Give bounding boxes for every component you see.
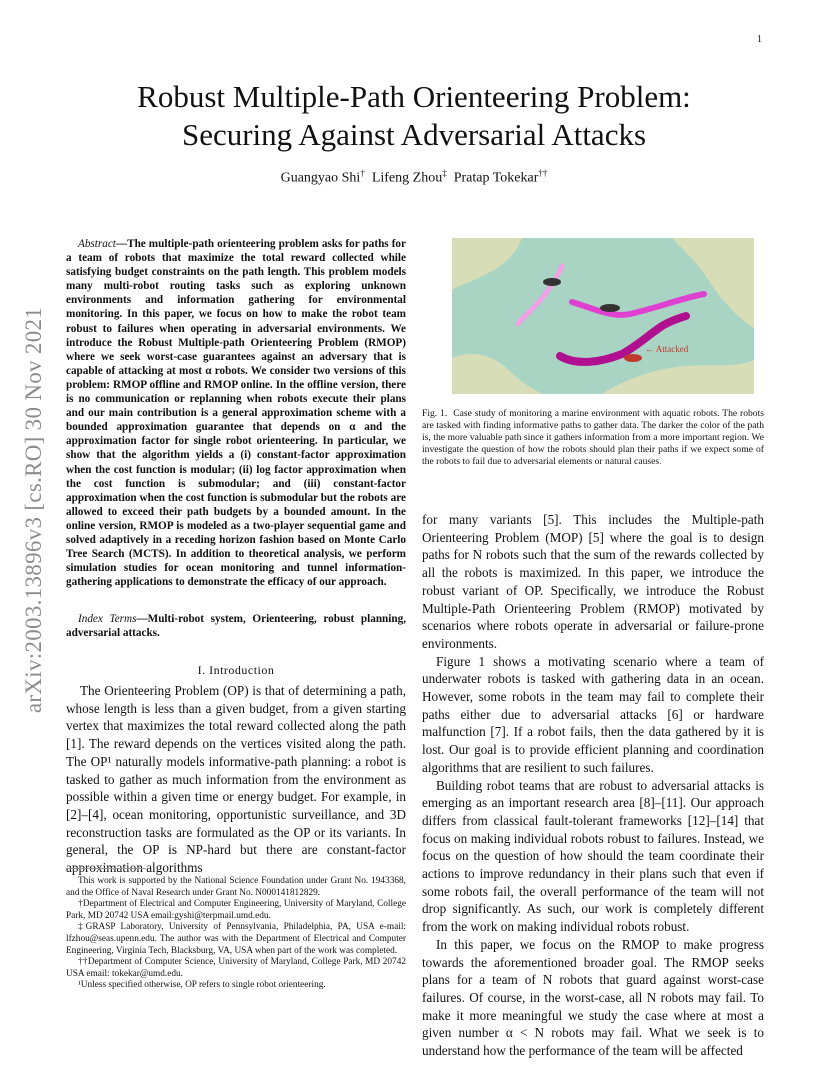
introduction-text — [66, 682, 406, 877]
author-2: Lifeng Zhou — [371, 170, 443, 186]
title-line-1: Robust Multiple-Path Orienteering Problem: — [137, 79, 691, 114]
footnote-affiliation-3: ††Department of Computer Science, University of Maryland, College Park, MD 20742 USA email: tokekar@umd.edu. — [66, 957, 406, 979]
arxiv-identifier: arXiv:2003.13896v3 [cs.RO] 30 Nov 2021 — [21, 306, 46, 714]
caption-label: Fig. 1. — [422, 408, 448, 419]
title-line-2: Securing Against Adversarial Attacks — [181, 117, 647, 152]
right-column-text — [422, 511, 764, 1060]
abstract-label: Abstract — [78, 238, 116, 250]
robot-1-icon — [543, 278, 561, 286]
page-number: 1 — [757, 34, 762, 45]
right-paragraph-2: Figure 1 shows a motivating scenario where a team of underwater robots is tasked with gathering data in an ocean. However, some robots in the team may fail to complete their paths either due to adversarial attacks [6] or hardware malfunction [7]. If a robot fails, then the data gathered by it is lost. Our goal is to provide efficient planning and coordination algorithms that are resilient to such failures. — [422, 653, 764, 775]
author-1: Guangyao Shi — [280, 170, 361, 186]
footnote-affiliation-1: †Department of Electrical and Computer Engineering, University of Maryland, College Park, MD 20742 USA email:gyshi@terpmail.umd.edu. — [66, 899, 406, 921]
figure-1-caption — [422, 408, 764, 468]
author-3: Pratap Tokekar — [453, 170, 539, 186]
index-terms — [66, 612, 406, 640]
footnotes — [66, 876, 406, 992]
intro-paragraph: The Orienteering Problem (OP) is that of determining a path, whose length is less than a given budget, from a given starting vertex that maximizes the total reward collected along the path [1]. The reward depends on the vertices visited along the path. The OP¹ naturally models informative-path planning: a robot is tasked to gather as much information from the environment as possible within a given time or energy budget. For example, in [2]–[4], ocean monitoring, opportunistic surveillance, and 3D reconstruction tasks are formulated as the OP or its variants. In general, the OP is NP-hard but there are constant-factor approximation algorithms — [66, 683, 406, 876]
author-2-mark: ‡ — [442, 168, 447, 178]
author-3-mark: †† — [538, 168, 548, 178]
right-paragraph-3: Building robot teams that are robust to adversarial attacks is emerging as an important research area [8]–[11]. Our approach differs from classical fault-tolerant frameworks [12]–[14] that focus on making individual robots robust to failures. Instead, we focus on the question of how should the team coordinate their actions to improve redundancy in their plans such that even if some robots fail, the overall performance of the team will not drop significantly. As such, our work is completely different from the work on making individual robots robust. — [422, 777, 764, 935]
caption-end: . — [659, 456, 662, 468]
footnote-op-note: ¹Unless specified otherwise, OP refers to single robot orienteering. — [78, 980, 326, 991]
footnote-funding: This work is supported by the National Science Foundation under Grant No. 1943368, and the Office of Naval Research under Grant No. N000141812829. — [66, 876, 406, 898]
paper-title — [60, 78, 768, 154]
author-list — [0, 168, 828, 187]
footnote-affiliation-2: ‡GRASP Laboratory, University of Pennsylvania, Philadelphia, PA, USA e-mail: lfzhou@seas.upenn.edu. The author was with the Department of Electrical and Computer Engineering, Virginia Tech, Blacksburg, VA, USA when part of the work was completed. — [66, 922, 406, 956]
robot-2-icon — [600, 304, 620, 312]
author-1-mark: † — [360, 168, 365, 178]
index-terms-label: Index Terms — [78, 613, 137, 625]
section-heading-introduction: I. Introduction — [197, 663, 275, 677]
abstract-body: —The multiple-path orienteering problem asks for paths for a team of robots that maximize the total reward collected while satisfying budget constraints on the path length. This problem models many multi-robot routing tasks such as exploring unknown environments and information gathering for environmental monitoring. In this paper, we focus on how to make the robot team robust to failures when operating in adversarial environments. We introduce the Robust Multiple-path Orienteering Problem (RMOP) where we seek worst-case guarantees against an adversary that is capable of attacking at most α robots. We consider two versions of this problem: RMOP offline and RMOP online. In the offline version, there is no communication or replanning when robots execute their plans and our main contribution is a general approximation scheme with a bounded approximation guarantee that depends on α and the approximation factor for single robot orienteering. In particular, we show that the algorithm yields a (i) constant-factor approximation when the cost function is modular; (ii) log factor approximation when the cost function is submodular; and (iii) constant-factor approximation when the cost function is submodular but the robots are allowed to exceed their path budgets by a bounded amount. In the online version, RMOP is modeled as a two-player sequential game and solved adaptively in a receding horizon fashion based on Monte Carlo Tree Search (MCTS). In addition to theoretical analysis, we perform simulation studies for ocean monitoring and tunnel information-gathering applications to demonstrate the efficacy of our approach. — [66, 238, 406, 589]
abstract — [66, 237, 406, 589]
right-paragraph-1: for many variants [5]. This includes the Multiple-path Orienteering Problem (MOP) [5] where the goal is to design paths for N robots such that the sum of the rewards collected by all the robots is maximized. In this paper, we introduce the robust variant of OP. Specifically, we introduce the Robust Multiple-Path Orienteering Problem (RMOP) motivated by scenarios where robots operate in adversarial or failure-prone environments. — [422, 512, 764, 651]
robot-attacked-icon — [624, 354, 642, 362]
caption-body: Case study of monitoring a marine environment with aquatic robots. The robots are tasked with finding informative paths to gather data. The darker the color of the path is, the more valuable path since it gathers information from a more important region. We investigate the question of how the robots should plan their paths if we expect some of the robots to fail due to adversarial elements or natural causes — [422, 408, 764, 468]
right-paragraph-4: In this paper, we focus on the RMOP to make progress towards the aforementioned broader goal. The RMOP seeks plans for a team of N robots that guard against worst-case failures. Of course, in the worst-case, all N robots may fail. To make it more meaningful we study the case where at most a given number α < N robots may fail. What we seek is to understand how the performance of the team will be affected — [422, 936, 764, 1059]
arxiv-sidebar — [4, 250, 64, 770]
index-terms-body: —Multi-robot system, Orienteering, robust planning, adversarial attacks. — [66, 613, 406, 640]
attacked-label: ← Attacked — [645, 344, 689, 354]
footnote-divider — [66, 868, 146, 869]
figure-1-ocean-map — [452, 238, 754, 394]
